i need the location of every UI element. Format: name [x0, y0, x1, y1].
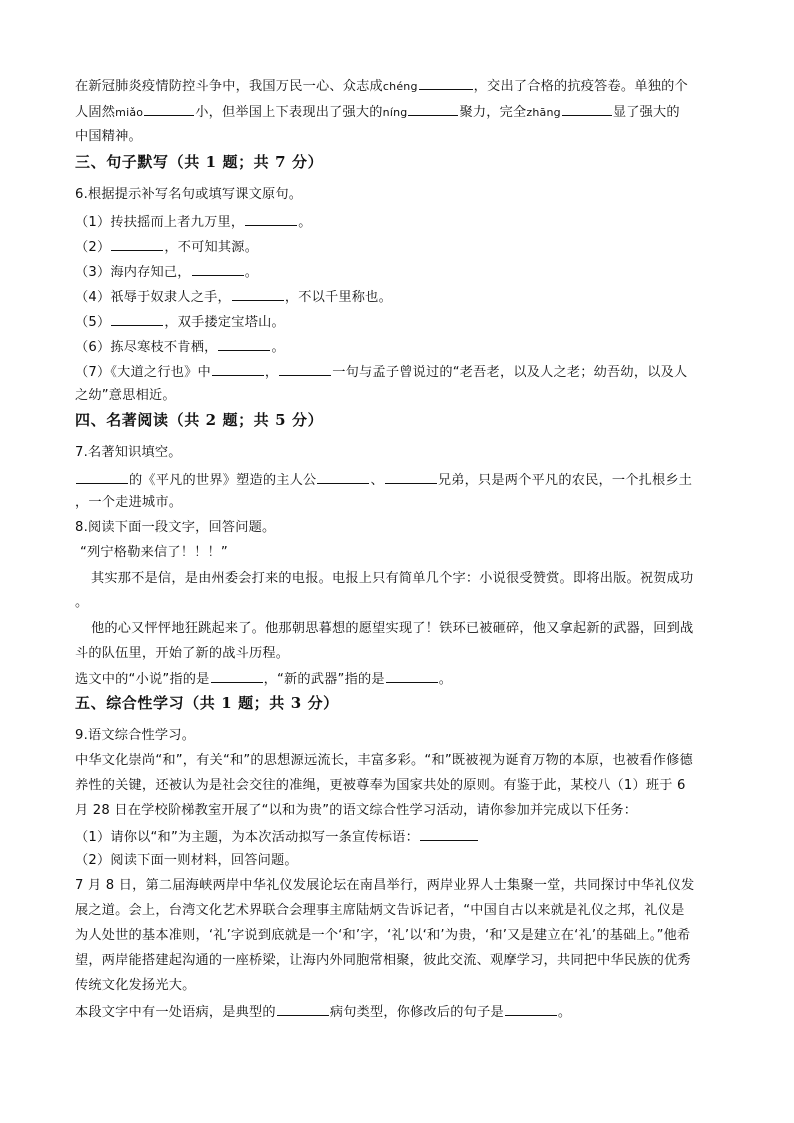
- excerpt-line-5: 斗的队伍里，开始了新的战斗历程。: [75, 646, 290, 661]
- fill-blank[interactable]: [505, 1002, 557, 1016]
- text: 兄弟，只是两个平凡的农民，一个扎根乡土: [437, 473, 693, 488]
- text: （5）: [75, 315, 111, 330]
- q5-line-2: [75, 102, 680, 122]
- q7-stem: 7.名著知识填空。: [75, 445, 182, 460]
- q6-item-5: [75, 312, 285, 332]
- text: 小，但举国上下表现出了强大的: [195, 105, 383, 120]
- q6-item-3: [75, 262, 258, 282]
- pinyin-hint: chéng: [382, 80, 418, 93]
- text: 。: [244, 265, 259, 280]
- material-line-3: 为人处世的基本准则，‘礼’字说到底就是一个‘和’字，‘礼’以‘和’为贵，‘和’又是建立在‘礼’的基础上。”他希: [75, 928, 691, 943]
- section-5-title: 五、综合性学习（共 1 题；共 3 分）: [75, 694, 339, 712]
- material-line-2: 展之道。会上，台湾文化艺术界联合会理事主席陆炳文告诉记者，“中国自古以来就是礼仪之邦，礼仪是: [75, 903, 685, 918]
- section-3-title: 三、句子默写（共 1 题；共 7 分）: [75, 153, 324, 171]
- pinyin-hint: níng: [382, 106, 408, 119]
- q9-final-question: [75, 1002, 571, 1022]
- text: ，不可知其源。: [164, 240, 259, 255]
- text: 一句与孟子曾说过的“老吾老，以及人之老；幼吾幼，以及人: [332, 365, 688, 380]
- text: （3）海内存知己，: [75, 265, 191, 280]
- text: （4）祇辱于奴隶人之手，: [75, 290, 231, 305]
- pinyin-hint: zhāng: [526, 106, 561, 119]
- q6-stem: 6.根据提示补写名句或填写课文原句。: [75, 187, 303, 202]
- q9-text-3: 月 28 日在学校阶梯教室开展了“以和为贵”的语文综合性学习活动，请你参加并完成以下任务：: [75, 803, 638, 818]
- q9-task-1: [75, 827, 479, 847]
- q8-question: [75, 669, 452, 689]
- text: ，不以千里称也。: [284, 290, 392, 305]
- q6-item-2: [75, 237, 258, 257]
- fill-blank[interactable]: [562, 102, 612, 116]
- pinyin-hint: miǎo: [115, 106, 144, 119]
- fill-blank[interactable]: [419, 76, 473, 90]
- text: （1）请你以“和”为主题，为本次活动拟写一条宣传标语：: [75, 830, 419, 845]
- fill-blank[interactable]: [277, 1002, 329, 1016]
- fill-blank[interactable]: [408, 102, 458, 116]
- excerpt-line-2: 其实那不是信，是由州委会打来的电报。电报上只有简单几个字：小说很受赞赏。即将出版。祝贺成功: [91, 571, 694, 586]
- text: ，“新的武器”指的是: [263, 672, 385, 687]
- q6-item-7-cont: 之幼”意思相近。: [75, 388, 176, 403]
- q7-line-2: ，一个走进城市。: [75, 495, 183, 510]
- fill-blank[interactable]: [211, 669, 263, 683]
- text: 。: [557, 1005, 572, 1020]
- q7-line-1: [75, 470, 692, 490]
- fill-blank[interactable]: [76, 470, 128, 484]
- section-4-title: 四、名著阅读（共 2 题；共 5 分）: [75, 411, 324, 429]
- text: 病句类型，你修改后的句子是: [329, 1005, 504, 1020]
- material-line-4: 望，两岸能搭建起沟通的一座桥梁，让海内外同胞常相聚，彼此交流、观摩学习，共同把中华民族的优秀: [75, 953, 691, 968]
- q9-stem: 9.语文综合性学习。: [75, 728, 196, 743]
- text: ，: [264, 365, 279, 380]
- q9-text-1: 中华文化崇尚“和”，有关“和”的思想源远流长，丰富多彩。“和”既被视为诞育万物的本原，也被看作修德: [75, 753, 693, 768]
- q8-stem: 8.阅读下面一段文字，回答问题。: [75, 520, 276, 535]
- excerpt-line-1: “列宁格勒来信了！！！”: [80, 545, 228, 560]
- fill-blank[interactable]: [218, 337, 270, 351]
- fill-blank[interactable]: [317, 470, 369, 484]
- q6-item-6: [75, 337, 285, 357]
- material-line-1: 7 月 8 日，第二届海峡两岸中华礼仪发展论坛在南昌举行，两岸业界人士集聚一堂，共同探讨中华礼仪发: [75, 878, 695, 893]
- text: ，交出了合格的抗疫答卷。单独的个: [473, 79, 688, 94]
- fill-blank[interactable]: [192, 262, 244, 276]
- fill-blank[interactable]: [385, 470, 437, 484]
- text: 本段文字中有一处语病，是典型的: [75, 1005, 276, 1020]
- excerpt-line-3: 。: [75, 595, 89, 610]
- fill-blank[interactable]: [245, 212, 297, 226]
- text: 、: [370, 473, 384, 488]
- q5-line-1: [75, 76, 688, 96]
- text: 在新冠肺炎疫情防控斗争中，我国万民一心、众志成: [75, 79, 383, 94]
- fill-blank[interactable]: [420, 827, 478, 841]
- text: 选文中的“小说”指的是: [75, 672, 210, 687]
- fill-blank[interactable]: [212, 362, 264, 376]
- excerpt-line-4: 他的心又怦怦地狂跳起来了。他那朝思暮想的愿望实现了！铁环已被砸碎，他又拿起新的武器，回到战: [91, 621, 694, 636]
- text: 聚力，完全: [459, 105, 527, 120]
- text: （1）抟扶摇而上者九万里，: [75, 215, 245, 230]
- material-line-5: 传统文化发扬光大。: [75, 978, 196, 993]
- text: （7）《大道之行也》中: [75, 365, 211, 380]
- fill-blank[interactable]: [232, 287, 284, 301]
- text: 中国精神。: [75, 129, 142, 144]
- q6-item-1: [75, 212, 312, 232]
- fill-blank[interactable]: [111, 237, 163, 251]
- text: 人固然: [75, 105, 116, 120]
- text: ，双手搂定宝塔山。: [164, 315, 285, 330]
- text: 。: [298, 215, 312, 230]
- q6-item-4: [75, 287, 392, 307]
- q6-item-7: [75, 362, 687, 382]
- text: 。: [271, 340, 285, 355]
- fill-blank[interactable]: [279, 362, 331, 376]
- text: 显了强大的: [612, 105, 680, 120]
- fill-blank[interactable]: [386, 669, 438, 683]
- fill-blank[interactable]: [144, 102, 194, 116]
- q9-task-2: （2）阅读下面一则材料，回答问题。: [75, 853, 298, 868]
- text: 。: [438, 672, 453, 687]
- fill-blank[interactable]: [111, 312, 163, 326]
- q9-text-2: 养性的关键，还被认为是社会交往的准绳，更被尊奉为国家共处的原则。有鉴于此，某校八（1）班于 6: [75, 778, 686, 793]
- text: （2）: [75, 240, 111, 255]
- text: （6）拣尽寒枝不肯栖，: [75, 340, 218, 355]
- q5-line-3: [75, 128, 142, 146]
- text: 的《平凡的世界》塑造的主人公: [129, 473, 317, 488]
